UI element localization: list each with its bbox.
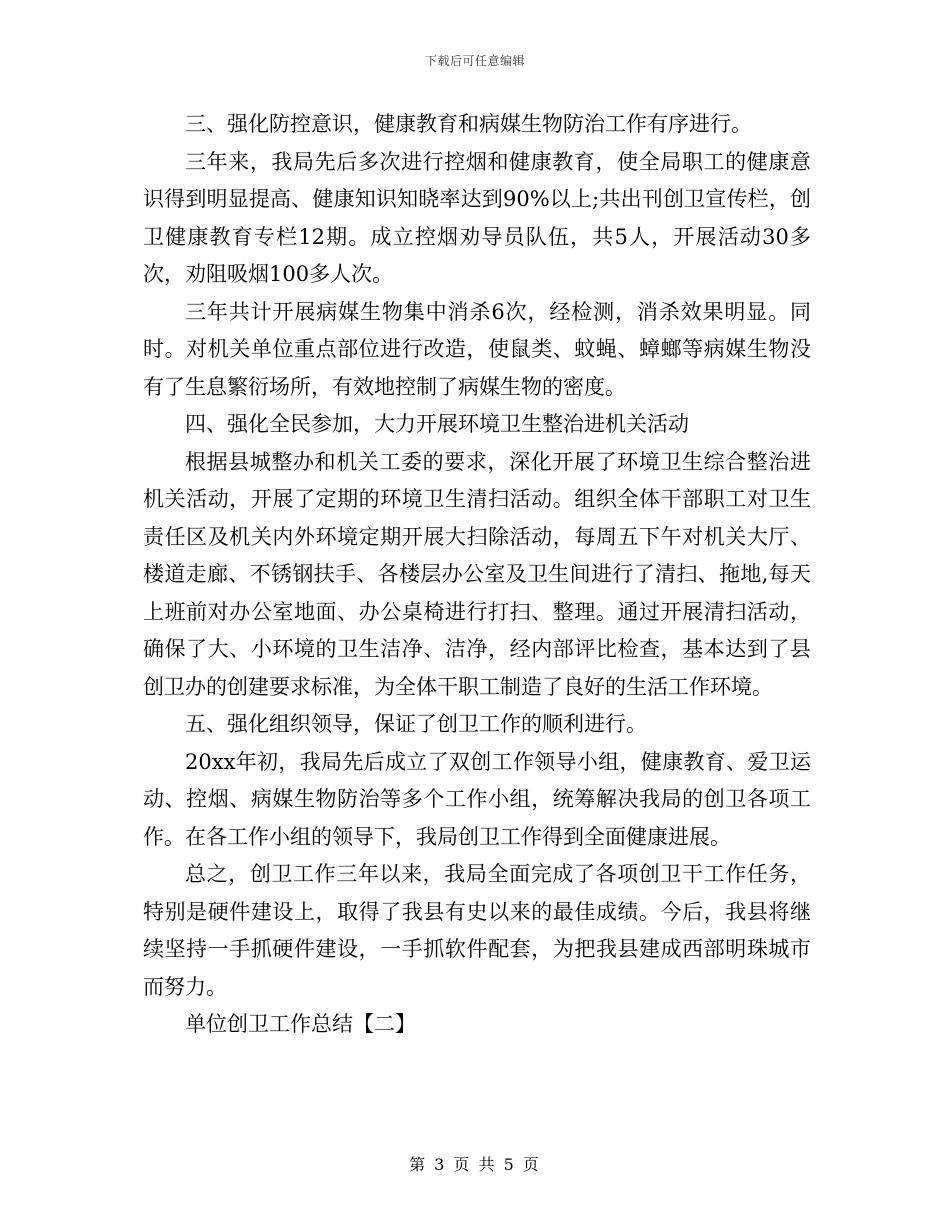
paragraph-environment-cleanup: 根据县城整办和机关工委的要求，深化开展了环境卫生综合整治进机关活动，开展了定期的环境卫生清扫活动。组织全体干部职工对卫生责任区及机关内外环境定期开展大扫除活动，每周五下午对机关大厅、楼道走廊、不锈钢扶手、各楼层办公室及卫生间进行了清扫、拖地,每天上班前对办公室地面、办公桌椅进行打扫、整理。通过开展清扫活动，确保了大、小环境的卫生洁净、洁净，经内部评比检查，基本达到了县创卫办的创建要求标准，为全体干职工制造了良好的生活工作环境。	[143, 449, 811, 699]
paragraph-vector-control: 三年共计开展病媒生物集中消杀6次，经检测，消杀效果明显。同时。对机关单位重点部位进行改造，使鼠类、蚊蝇、蟑螂等病媒生物没有了生息繁衍场所，有效地控制了病媒生物的密度。	[143, 299, 811, 399]
document-body	[143, 106, 811, 1044]
section-heading-5: 五、强化组织领导，保证了创卫工作的顺利进行。	[185, 712, 647, 736]
page-header: 下载后可任意编辑	[424, 54, 525, 68]
paragraph-summary: 总之，创卫工作三年以来，我局全面完成了各项创卫干工作任务，特别是硬件建设上，取得了我县有史以来的最佳成绩。今后，我县将继续坚持一手抓硬件建设，一手抓软件配套，为把我县建成西部明珠城市而努力。	[143, 862, 811, 999]
paragraph-health-education: 三年来，我局先后多次进行控烟和健康教育，使全局职工的健康意识得到明显提高、健康知识知晓率达到90%以上;共出刊创卫宣传栏，创卫健康教育专栏12期。成立控烟劝导员队伍，共5人，开展活动30多次，劝阻吸烟100多人次。	[143, 149, 811, 286]
paragraph-leadership: 20xx年初，我局先后成立了双创工作领导小组，健康教育、爱卫运动、控烟、病媒生物防治等多个工作小组，统筹解决我局的创卫各项工作。在各工作小组的领导下，我局创卫工作得到全面健康进展。	[143, 749, 811, 849]
section-heading-4: 四、强化全民参加，大力开展环境卫生整治进机关活动	[185, 412, 689, 436]
next-title: 单位创卫工作总结【二】	[185, 1012, 416, 1036]
section-heading-3: 三、强化防控意识，健康教育和病媒生物防治工作有序进行。	[185, 112, 752, 136]
page-number: 第 3 页 共 5 页	[409, 1155, 541, 1174]
